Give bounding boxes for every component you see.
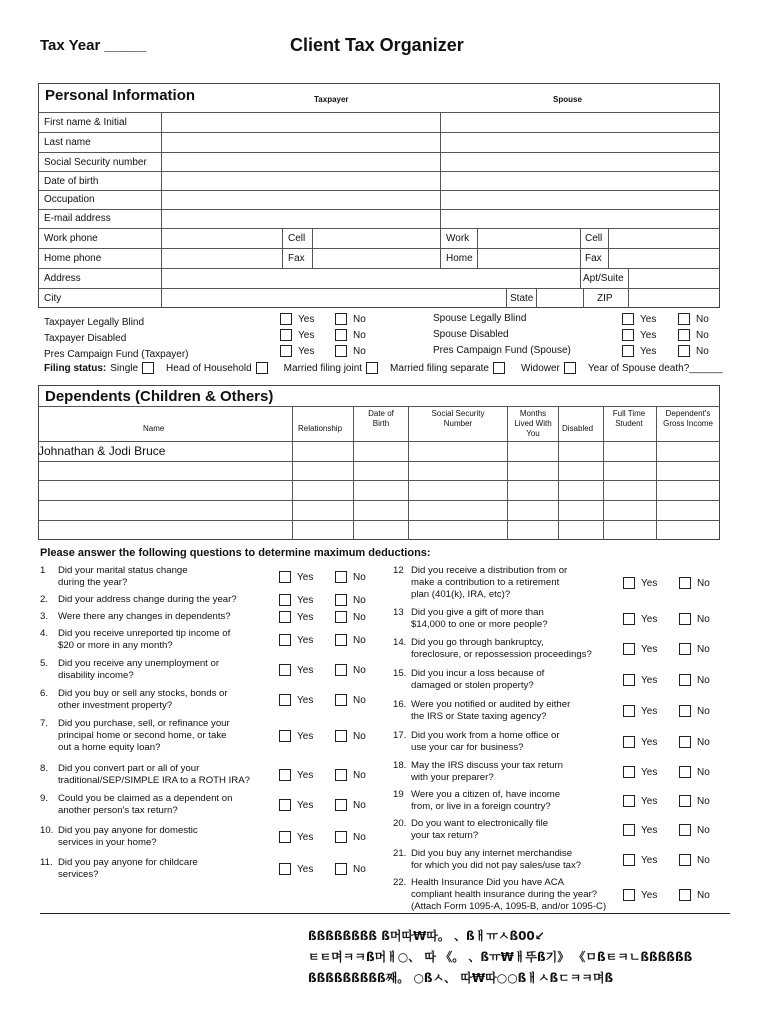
spouse-work-label: Work bbox=[446, 233, 470, 244]
question-no-option bbox=[679, 643, 710, 655]
question-text: Did you incur a loss because of damaged or stolen property? bbox=[411, 668, 545, 691]
question-no-checkbox[interactable] bbox=[335, 611, 347, 623]
question-number: 22. bbox=[393, 877, 407, 888]
question-no-option bbox=[335, 571, 366, 583]
dep-col-student: Full Time Student bbox=[612, 409, 646, 428]
question-no-label: No bbox=[353, 769, 366, 781]
mfj-label: Married filing joint bbox=[283, 362, 363, 374]
question-yes-checkbox[interactable] bbox=[623, 643, 635, 655]
sp-disabled-no-checkbox[interactable] bbox=[678, 329, 690, 341]
question-no-label: No bbox=[353, 694, 366, 706]
question-number: 5. bbox=[40, 658, 49, 669]
question-no-checkbox[interactable] bbox=[679, 674, 691, 686]
dependent-name-1[interactable]: Johnathan & Jodi Bruce bbox=[38, 444, 166, 458]
question-yes-option bbox=[623, 674, 657, 686]
question-no-option bbox=[335, 694, 366, 706]
question-yes-checkbox[interactable] bbox=[279, 694, 291, 706]
question-number: 18. bbox=[393, 760, 407, 771]
question-no-checkbox[interactable] bbox=[679, 795, 691, 807]
question-number: 20. bbox=[393, 818, 407, 829]
question-yes-option bbox=[279, 594, 313, 606]
question-no-checkbox[interactable] bbox=[335, 594, 347, 606]
question-yes-label: Yes bbox=[297, 571, 314, 583]
question-text: Did you purchase, sell, or refinance your principal home or second home, or take out a home equity loan? bbox=[58, 718, 230, 753]
question-text: Did you buy any internet merchandise for which you did not pay sales/use tax? bbox=[411, 848, 582, 871]
question-no-label: No bbox=[697, 795, 710, 807]
question-yes-checkbox[interactable] bbox=[623, 705, 635, 717]
question-yes-checkbox[interactable] bbox=[279, 863, 291, 875]
question-text: May the IRS discuss your tax return with your preparer? bbox=[411, 760, 563, 783]
tax-year-label: Tax Year _____ bbox=[40, 37, 147, 54]
question-number: 9. bbox=[40, 793, 49, 804]
question-yes-label: Yes bbox=[297, 664, 314, 676]
question-yes-option bbox=[279, 831, 313, 843]
question-yes-checkbox[interactable] bbox=[279, 831, 291, 843]
question-number: 6. bbox=[40, 688, 49, 699]
question-yes-option bbox=[623, 766, 657, 778]
question-number: 14. bbox=[393, 637, 407, 648]
question-text: Were you a citizen of, have income from, or live in a foreign country? bbox=[411, 789, 561, 812]
mfs-label: Married filing separate bbox=[390, 362, 489, 374]
question-yes-option bbox=[279, 769, 313, 781]
question-no-option bbox=[679, 795, 710, 807]
question-yes-option bbox=[623, 795, 657, 807]
question-no-checkbox[interactable] bbox=[335, 664, 347, 676]
question-no-option bbox=[335, 611, 366, 623]
personal-info-title: Personal Information bbox=[45, 87, 196, 104]
question-no-option bbox=[679, 736, 710, 748]
question-text: Did you convert part or all of your traditional/SEP/SIMPLE IRA to a ROTH IRA? bbox=[58, 763, 250, 786]
pres-sp-yes-checkbox[interactable] bbox=[622, 345, 634, 357]
pres-sp-label: Pres Campaign Fund (Spouse) bbox=[433, 345, 571, 356]
question-no-option bbox=[335, 769, 366, 781]
question-no-label: No bbox=[353, 730, 366, 742]
mfj-checkbox[interactable] bbox=[366, 362, 378, 374]
question-no-option bbox=[335, 664, 366, 676]
dob-label: Date of birth bbox=[44, 176, 99, 187]
question-yes-option bbox=[623, 736, 657, 748]
state-label: State bbox=[510, 293, 534, 304]
question-yes-checkbox[interactable] bbox=[623, 766, 635, 778]
question-number: 21. bbox=[393, 848, 407, 859]
spouse-fax-label: Fax bbox=[585, 253, 602, 264]
question-yes-option bbox=[279, 611, 313, 623]
question-yes-label: Yes bbox=[297, 611, 314, 623]
spouse-death-label: Year of Spouse death?______ bbox=[587, 362, 723, 374]
hoh-checkbox[interactable] bbox=[256, 362, 268, 374]
question-no-checkbox[interactable] bbox=[335, 799, 347, 811]
mfs-checkbox[interactable] bbox=[493, 362, 505, 374]
city-label: City bbox=[44, 293, 62, 304]
question-no-label: No bbox=[697, 577, 710, 589]
pres-tp-label: Pres Campaign Fund (Taxpayer) bbox=[44, 349, 189, 360]
question-no-option bbox=[679, 854, 710, 866]
footer-garbled-line-1: ßßßßßßßß ß머따₩따。 、ßㅐㅠㅅß00↙ bbox=[308, 929, 545, 943]
question-yes-checkbox[interactable] bbox=[623, 736, 635, 748]
footer-garbled-line-3: ßßßßßßßßß째。 ○ßㅅ、 따₩따○○ßㅐㅅßㄷㅋㅋ며ß bbox=[308, 971, 614, 985]
footer-garbled-line-2: ㅌㅌ며ㅋㅋß머ㅐ○、 따 《。 、ßㅠ₩ㅐ뚜ß기》 《ㅁßㅌㅋㄴßßßßßß bbox=[308, 950, 693, 964]
question-no-label: No bbox=[353, 831, 366, 843]
question-yes-checkbox[interactable] bbox=[279, 799, 291, 811]
question-text: Did you receive a distribution from or make a contribution to a retirement plan (401(k), IRA, etc)? bbox=[411, 565, 568, 600]
question-no-label: No bbox=[353, 611, 366, 623]
question-yes-checkbox[interactable] bbox=[623, 674, 635, 686]
question-text: Do you want to electronically file your tax return? bbox=[411, 818, 549, 841]
question-yes-checkbox[interactable] bbox=[623, 889, 635, 901]
question-no-checkbox[interactable] bbox=[679, 824, 691, 836]
question-no-option bbox=[679, 824, 710, 836]
question-number: 8. bbox=[40, 763, 49, 774]
question-yes-checkbox[interactable] bbox=[623, 854, 635, 866]
sp-disabled-label: Spouse Disabled bbox=[433, 329, 509, 340]
question-no-option bbox=[335, 831, 366, 843]
fax-label: Fax bbox=[288, 253, 305, 264]
question-number: 7. bbox=[40, 718, 49, 729]
tp-disabled-yes-checkbox[interactable] bbox=[280, 329, 292, 341]
question-yes-checkbox[interactable] bbox=[279, 769, 291, 781]
question-yes-label: Yes bbox=[297, 694, 314, 706]
question-number: 13 bbox=[393, 607, 404, 618]
question-no-label: No bbox=[353, 634, 366, 646]
sp-blind-yes-checkbox[interactable] bbox=[622, 313, 634, 325]
spouse-cell-label: Cell bbox=[585, 233, 603, 244]
single-label: Single bbox=[110, 362, 139, 374]
question-text: Did your address change during the year? bbox=[58, 594, 237, 605]
sp-blind-label: Spouse Legally Blind bbox=[433, 313, 527, 324]
question-yes-label: Yes bbox=[641, 824, 658, 836]
question-yes-label: Yes bbox=[297, 831, 314, 843]
question-no-option bbox=[679, 705, 710, 717]
question-yes-checkbox[interactable] bbox=[623, 824, 635, 836]
question-no-option bbox=[335, 634, 366, 646]
question-yes-option bbox=[623, 889, 657, 901]
question-yes-label: Yes bbox=[641, 705, 658, 717]
sp-blind-no-checkbox[interactable] bbox=[678, 313, 690, 325]
question-yes-label: Yes bbox=[297, 769, 314, 781]
question-number: 12 bbox=[393, 565, 404, 576]
question-text: Did you pay anyone for domestic services in your home? bbox=[58, 825, 198, 848]
question-text: Did you pay anyone for childcare services? bbox=[58, 857, 198, 880]
question-no-label: No bbox=[697, 766, 710, 778]
question-no-checkbox[interactable] bbox=[335, 769, 347, 781]
question-yes-checkbox[interactable] bbox=[623, 795, 635, 807]
question-no-checkbox[interactable] bbox=[335, 863, 347, 875]
question-text: Did you buy or sell any stocks, bonds or other investment property? bbox=[58, 688, 228, 711]
question-no-checkbox[interactable] bbox=[679, 766, 691, 778]
question-no-option bbox=[679, 889, 710, 901]
question-no-option bbox=[335, 799, 366, 811]
question-yes-option bbox=[279, 799, 313, 811]
question-text: Did your marital status change during the year? bbox=[58, 565, 188, 588]
question-yes-label: Yes bbox=[297, 863, 314, 875]
question-no-option bbox=[335, 730, 366, 742]
question-text: Could you be claimed as a dependent on another person's tax return? bbox=[58, 793, 233, 816]
dependents-title: Dependents (Children & Others) bbox=[45, 388, 274, 405]
question-no-checkbox[interactable] bbox=[679, 643, 691, 655]
question-text: Did you give a gift of more than $14,000 to one or more people? bbox=[411, 607, 548, 630]
question-no-option bbox=[335, 863, 366, 875]
widower-checkbox[interactable] bbox=[564, 362, 576, 374]
question-yes-option bbox=[279, 571, 313, 583]
last-name-label: Last name bbox=[44, 137, 91, 148]
question-no-checkbox[interactable] bbox=[679, 613, 691, 625]
question-yes-option bbox=[279, 664, 313, 676]
address-label: Address bbox=[44, 273, 81, 284]
question-number: 4. bbox=[40, 628, 49, 639]
question-no-option bbox=[679, 766, 710, 778]
zip-label: ZIP bbox=[597, 293, 613, 304]
question-yes-label: Yes bbox=[641, 674, 658, 686]
question-number: 2. bbox=[40, 594, 49, 605]
question-text: Did you work from a home office or use your car for business? bbox=[411, 730, 560, 753]
question-yes-checkbox[interactable] bbox=[623, 613, 635, 625]
question-yes-checkbox[interactable] bbox=[279, 634, 291, 646]
tp-blind-no-checkbox[interactable] bbox=[335, 313, 347, 325]
dep-col-income: Dependent's Gross Income bbox=[663, 409, 713, 428]
single-checkbox[interactable] bbox=[142, 362, 154, 374]
question-yes-label: Yes bbox=[641, 854, 658, 866]
tp-disabled-no-checkbox[interactable] bbox=[335, 329, 347, 341]
question-number: 11. bbox=[40, 857, 53, 868]
question-number: 15. bbox=[393, 668, 407, 679]
home-phone-label: Home phone bbox=[44, 253, 102, 264]
question-text: Were you notified or audited by either the IRS or State taxing agency? bbox=[411, 699, 571, 722]
question-yes-option bbox=[279, 694, 313, 706]
question-no-checkbox[interactable] bbox=[679, 889, 691, 901]
question-no-option bbox=[679, 577, 710, 589]
question-no-label: No bbox=[353, 799, 366, 811]
question-number: 16. bbox=[393, 699, 407, 710]
hoh-label: Head of Household bbox=[166, 362, 252, 374]
question-yes-checkbox[interactable] bbox=[279, 730, 291, 742]
tp-blind-label: Taxpayer Legally Blind bbox=[44, 317, 145, 328]
question-no-label: No bbox=[353, 863, 366, 875]
dep-col-months: Months Lived With You bbox=[514, 409, 552, 438]
question-no-checkbox[interactable] bbox=[679, 736, 691, 748]
question-no-option bbox=[335, 594, 366, 606]
question-yes-label: Yes bbox=[641, 613, 658, 625]
question-number: 10. bbox=[40, 825, 54, 836]
question-no-checkbox[interactable] bbox=[679, 705, 691, 717]
email-label: E-mail address bbox=[44, 213, 111, 224]
question-no-label: No bbox=[697, 674, 710, 686]
dep-col-ssn: Social Security Number bbox=[431, 409, 485, 428]
question-number: 3. bbox=[40, 611, 49, 622]
filing-status-label: Filing status: bbox=[44, 362, 107, 374]
question-text: Did you receive unreported tip income of $20 or more in any month? bbox=[58, 628, 231, 651]
form-title: Client Tax Organizer bbox=[290, 35, 464, 55]
first-name-label: First name & Initial bbox=[44, 117, 127, 128]
question-yes-label: Yes bbox=[641, 889, 658, 901]
question-no-checkbox[interactable] bbox=[335, 694, 347, 706]
question-no-label: No bbox=[697, 736, 710, 748]
question-no-label: No bbox=[697, 705, 710, 717]
dep-col-name: Name bbox=[143, 424, 165, 433]
pres-tp-yes-checkbox[interactable] bbox=[280, 345, 292, 357]
question-no-checkbox[interactable] bbox=[679, 854, 691, 866]
question-yes-label: Yes bbox=[297, 799, 314, 811]
sp-disabled-yes-checkbox[interactable] bbox=[622, 329, 634, 341]
question-yes-checkbox[interactable] bbox=[279, 611, 291, 623]
question-no-label: No bbox=[353, 594, 366, 606]
pres-sp-no-checkbox[interactable] bbox=[678, 345, 690, 357]
question-no-label: No bbox=[697, 889, 710, 901]
question-yes-option bbox=[279, 634, 313, 646]
pres-tp-no-checkbox[interactable] bbox=[335, 345, 347, 357]
question-number: 19 bbox=[393, 789, 404, 800]
question-no-checkbox[interactable] bbox=[335, 831, 347, 843]
widower-label: Widower bbox=[520, 362, 560, 374]
filing-status-row bbox=[44, 362, 723, 374]
question-no-label: No bbox=[353, 571, 366, 583]
question-text: Were there any changes in dependents? bbox=[58, 611, 231, 622]
question-no-label: No bbox=[697, 643, 710, 655]
question-number: 1 bbox=[40, 565, 46, 576]
apt-label: Apt/Suite bbox=[583, 273, 624, 284]
question-no-option bbox=[679, 674, 710, 686]
question-no-checkbox[interactable] bbox=[335, 634, 347, 646]
cell-label: Cell bbox=[288, 233, 306, 244]
tp-disabled-label: Taxpayer Disabled bbox=[44, 333, 127, 344]
spouse-home-label: Home bbox=[446, 253, 473, 264]
ssn-label: Social Security number bbox=[44, 157, 147, 168]
question-no-checkbox[interactable] bbox=[679, 577, 691, 589]
question-yes-option bbox=[623, 613, 657, 625]
question-yes-checkbox[interactable] bbox=[623, 577, 635, 589]
question-yes-option bbox=[623, 824, 657, 836]
questions-heading: Please answer the following questions to determine maximum deductions: bbox=[40, 547, 431, 559]
question-yes-label: Yes bbox=[641, 577, 658, 589]
question-no-label: No bbox=[697, 613, 710, 625]
question-yes-option bbox=[623, 705, 657, 717]
question-yes-option bbox=[623, 643, 657, 655]
work-phone-label: Work phone bbox=[44, 233, 98, 244]
question-yes-label: Yes bbox=[297, 730, 314, 742]
question-text: Did you receive any unemployment or disability income? bbox=[58, 658, 220, 681]
question-yes-label: Yes bbox=[641, 643, 658, 655]
question-yes-option bbox=[623, 854, 657, 866]
taxpayer-column-header: Taxpayer bbox=[314, 95, 349, 104]
question-yes-checkbox[interactable] bbox=[279, 664, 291, 676]
question-yes-option bbox=[279, 863, 313, 875]
question-yes-checkbox[interactable] bbox=[279, 571, 291, 583]
question-yes-checkbox[interactable] bbox=[279, 594, 291, 606]
question-no-label: No bbox=[353, 664, 366, 676]
question-yes-label: Yes bbox=[641, 795, 658, 807]
question-yes-option bbox=[279, 730, 313, 742]
question-no-label: No bbox=[697, 824, 710, 836]
dep-col-disabled: Disabled bbox=[562, 424, 594, 433]
spouse-column-header: Spouse bbox=[553, 95, 582, 104]
question-no-checkbox[interactable] bbox=[335, 730, 347, 742]
question-text: Did you go through bankruptcy, foreclosure, or repossession proceedings? bbox=[411, 637, 592, 660]
occupation-label: Occupation bbox=[44, 194, 95, 205]
question-yes-label: Yes bbox=[641, 766, 658, 778]
question-no-checkbox[interactable] bbox=[335, 571, 347, 583]
question-yes-option bbox=[623, 577, 657, 589]
question-number: 17. bbox=[393, 730, 407, 741]
question-text: Health Insurance Did you have ACA compliant health insurance during the year? (Attach Form 1095-A, 1095-B, and/or 1095-C) bbox=[411, 877, 607, 912]
question-yes-label: Yes bbox=[297, 634, 314, 646]
tp-blind-yes-checkbox[interactable] bbox=[280, 313, 292, 325]
question-yes-label: Yes bbox=[641, 736, 658, 748]
question-yes-label: Yes bbox=[297, 594, 314, 606]
dep-col-dob: Date of Birth bbox=[368, 409, 394, 428]
question-no-label: No bbox=[697, 854, 710, 866]
question-no-option bbox=[679, 613, 710, 625]
dep-col-relationship: Relationship bbox=[298, 424, 343, 433]
